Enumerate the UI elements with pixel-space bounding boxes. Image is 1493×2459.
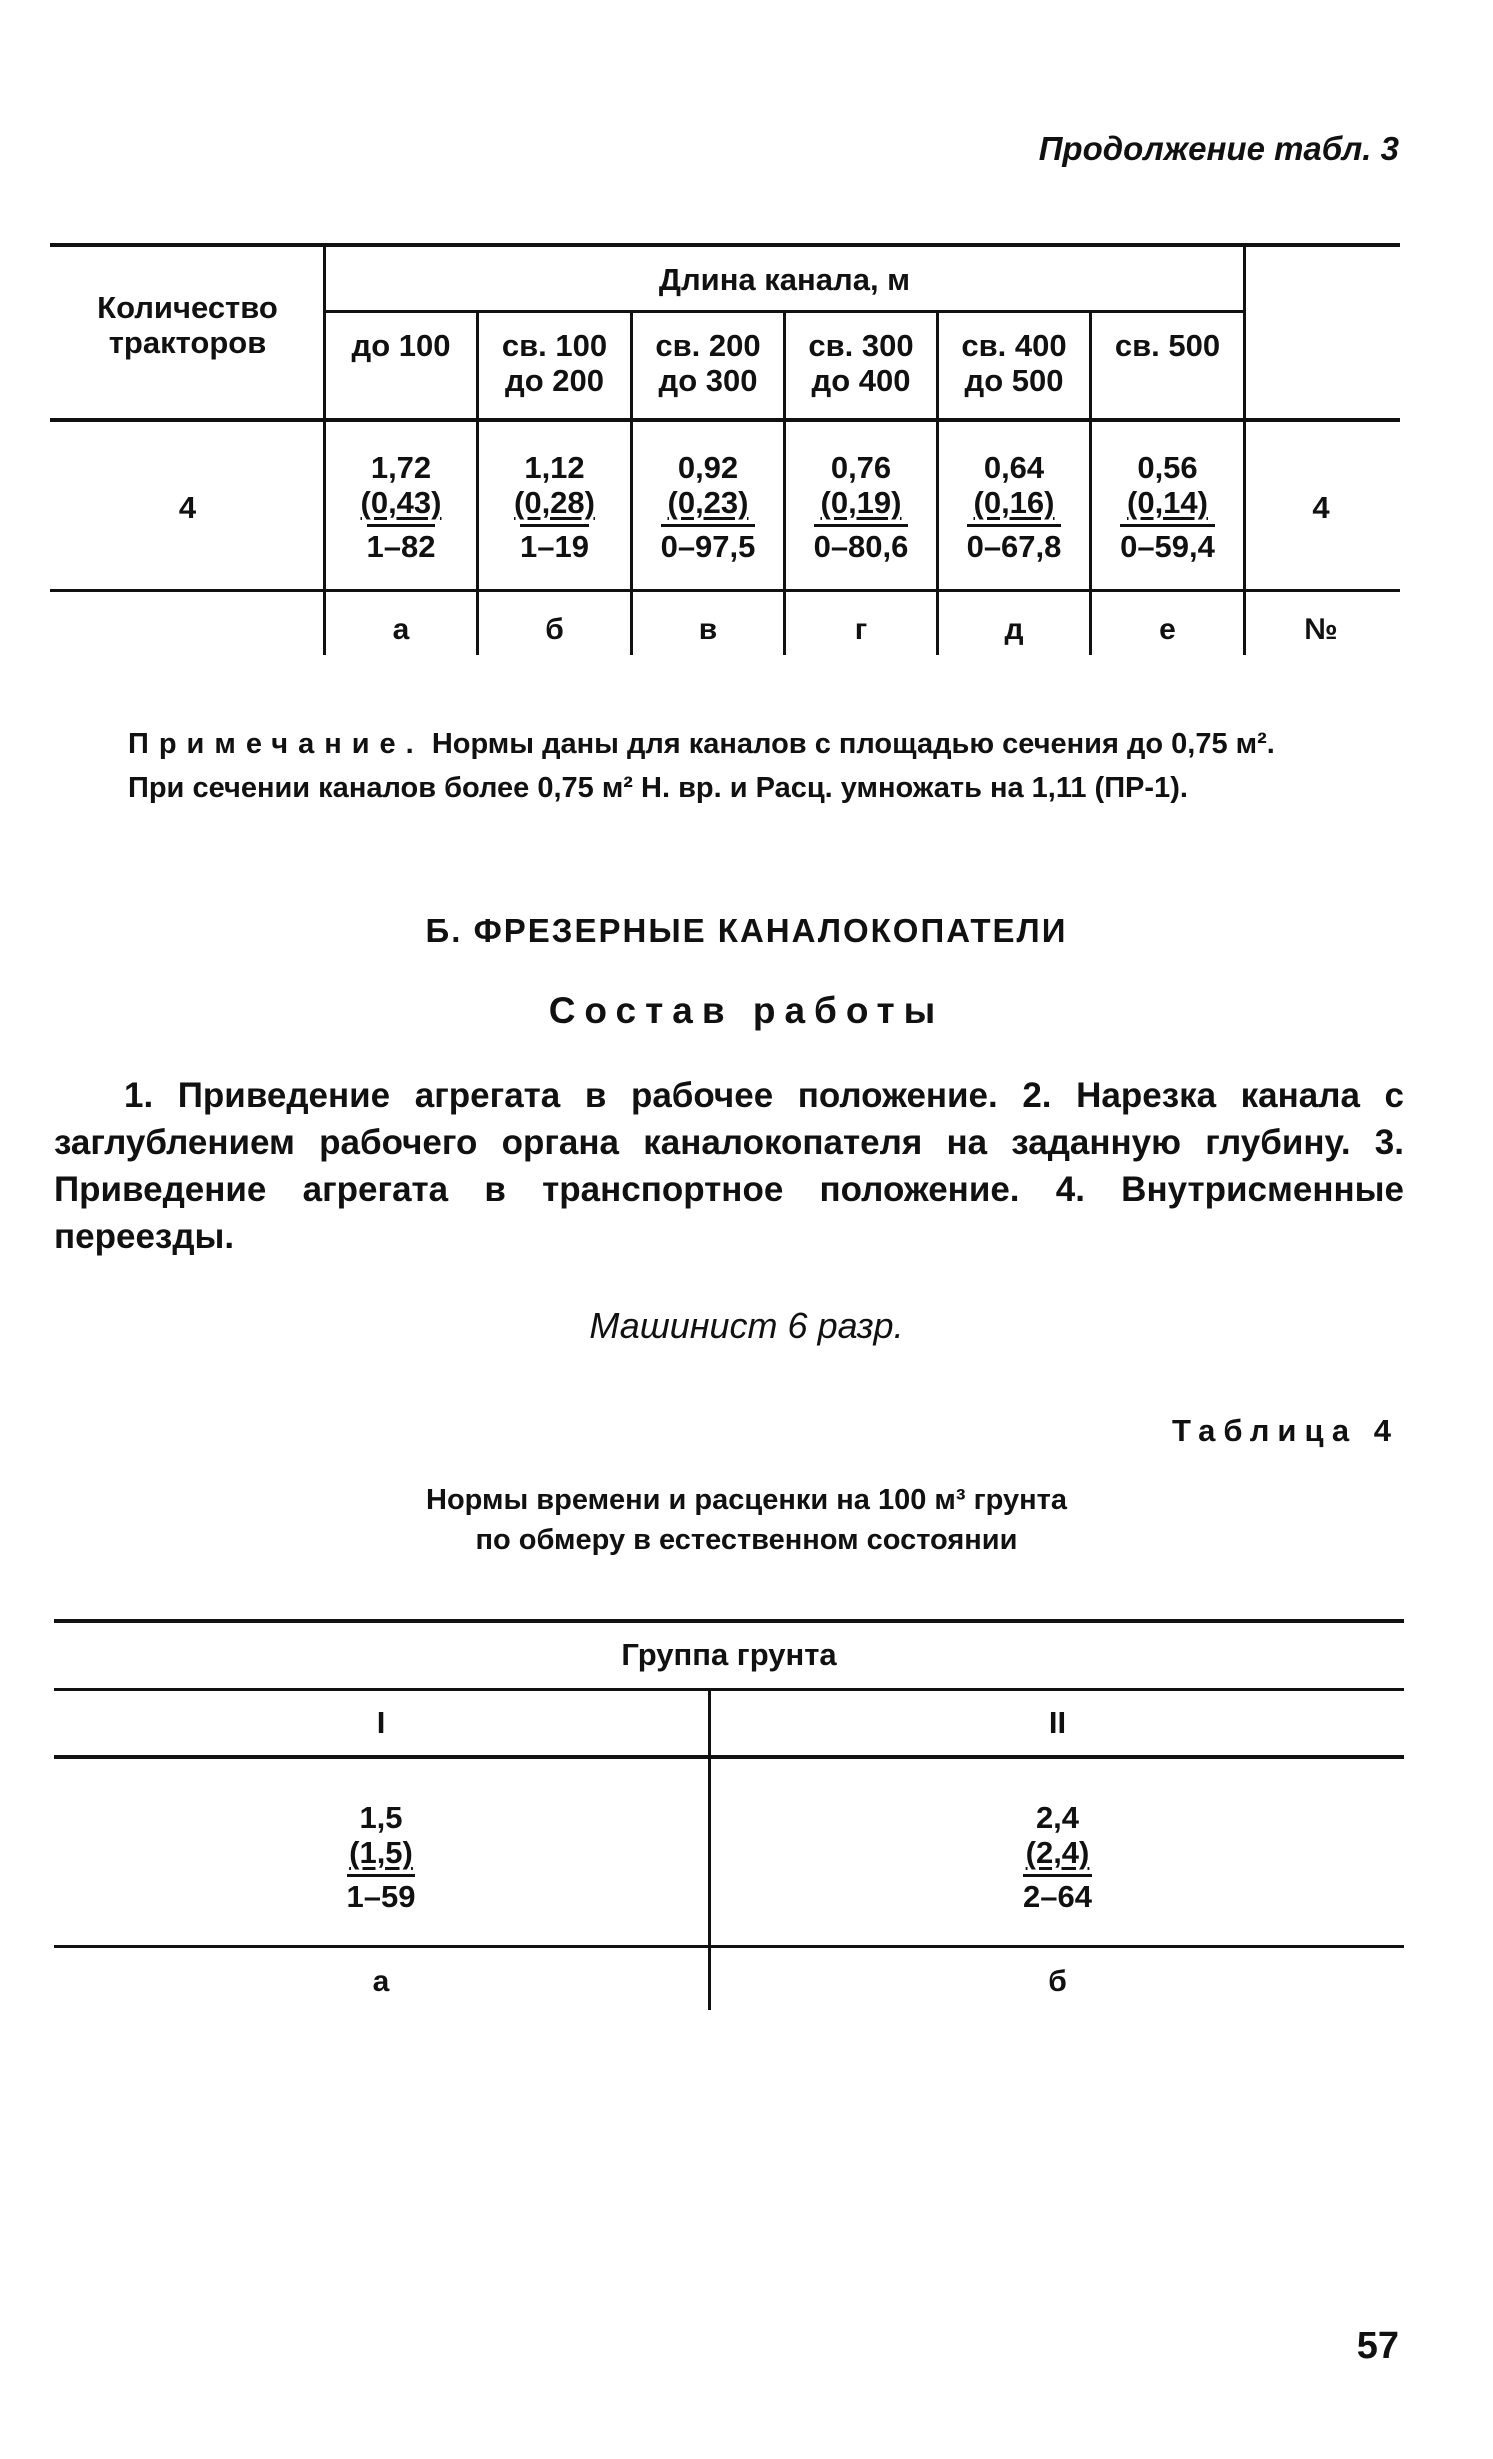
continuation-caption: Продолжение табл. 3 (1038, 130, 1399, 167)
table-4-title: Нормы времени и расценки на 100 м³ грунта по обмеру в естественном состоянии (426, 1484, 1067, 1556)
length-column-header: до 100 (351, 328, 451, 363)
tractor-count-header: Количество тракторов (97, 290, 278, 360)
length-column-header: св. 500 (1114, 328, 1221, 363)
column-index: г (854, 613, 868, 646)
soil-group-column: I (376, 1705, 386, 1740)
table-4-label: Таблица 4 (1171, 1413, 1399, 1448)
table-3-col-divider (1243, 245, 1246, 655)
canal-length-header: Длина канала, м (658, 262, 911, 297)
column-index: е (1159, 613, 1176, 646)
table-3-body-rule (50, 589, 1400, 592)
section-title: Б. ФРЕЗЕРНЫЕ КАНАЛОКОПАТЕЛИ (425, 912, 1068, 949)
row-number: 4 (1312, 490, 1330, 525)
table-note (128, 722, 1408, 810)
table-4-header-rule (54, 1755, 1404, 1759)
column-index: а (392, 613, 410, 646)
table-3-top-rule (50, 243, 1400, 247)
norm-cell: 0,76 (0,19) 0–80,6 (813, 450, 909, 564)
work-composition-text: 1. Приведение агрегата в рабочее положение. 2. Нарезка канала с заглублением рабочего органа каналокопателя на заданную глубину. 3. Приведение агрегата в транспортное положение. 4. Внутрисменные переезды. (54, 1076, 1404, 1256)
table-4-body-rule (54, 1945, 1404, 1948)
table-4-top-rule (54, 1619, 1404, 1623)
note-text: Нормы даны для каналов с площадью сечения до 0,75 м². (431, 728, 1275, 760)
norm-cell: 1,72 (0,43) 1–82 (360, 450, 442, 564)
soil-group-header: Группа грунта (621, 1637, 837, 1672)
length-column-header: св. 100 до 200 (501, 328, 608, 398)
column-index: б (1048, 1965, 1067, 1998)
length-column-header: св. 400 до 500 (961, 328, 1067, 398)
norm-cell: 0,64 (0,16) 0–67,8 (966, 450, 1062, 564)
column-index: б (545, 613, 564, 646)
norm-cell: 0,92 (0,23) 0–97,5 (660, 450, 756, 564)
column-index: в (698, 613, 718, 646)
note-text: При сечении каналов более 0,75 м² Н. вр. и Расц. умножать на 1,11 (ПР-1). (128, 772, 1188, 804)
table-4-group-rule (54, 1688, 1404, 1691)
tractor-count-value: 4 (178, 490, 197, 525)
page-number: 57 (1356, 2325, 1399, 2367)
norm-cell: 0,56 (0,14) 0–59,4 (1120, 450, 1215, 564)
norm-cell: 2,4 (2,4) 2–64 (1023, 1800, 1092, 1914)
length-column-header: св. 300 до 400 (808, 328, 914, 398)
norm-cell: 1,12 (0,28) 1–19 (514, 450, 595, 564)
column-index: д (1004, 613, 1024, 646)
norm-cell: 1,5 (1,5) 1–59 (346, 1800, 416, 1914)
soil-group-column: II (1048, 1705, 1067, 1740)
work-composition-heading: Состав работы (548, 990, 945, 1031)
row-number-symbol: № (1304, 613, 1338, 646)
length-column-header: св. 200 до 300 (655, 328, 761, 398)
note-label: Примечание. (128, 728, 424, 760)
table-3-header-rule (50, 418, 1400, 422)
worker-qualification: Машинист 6 разр. (589, 1305, 904, 1346)
column-index: а (372, 1965, 390, 1998)
